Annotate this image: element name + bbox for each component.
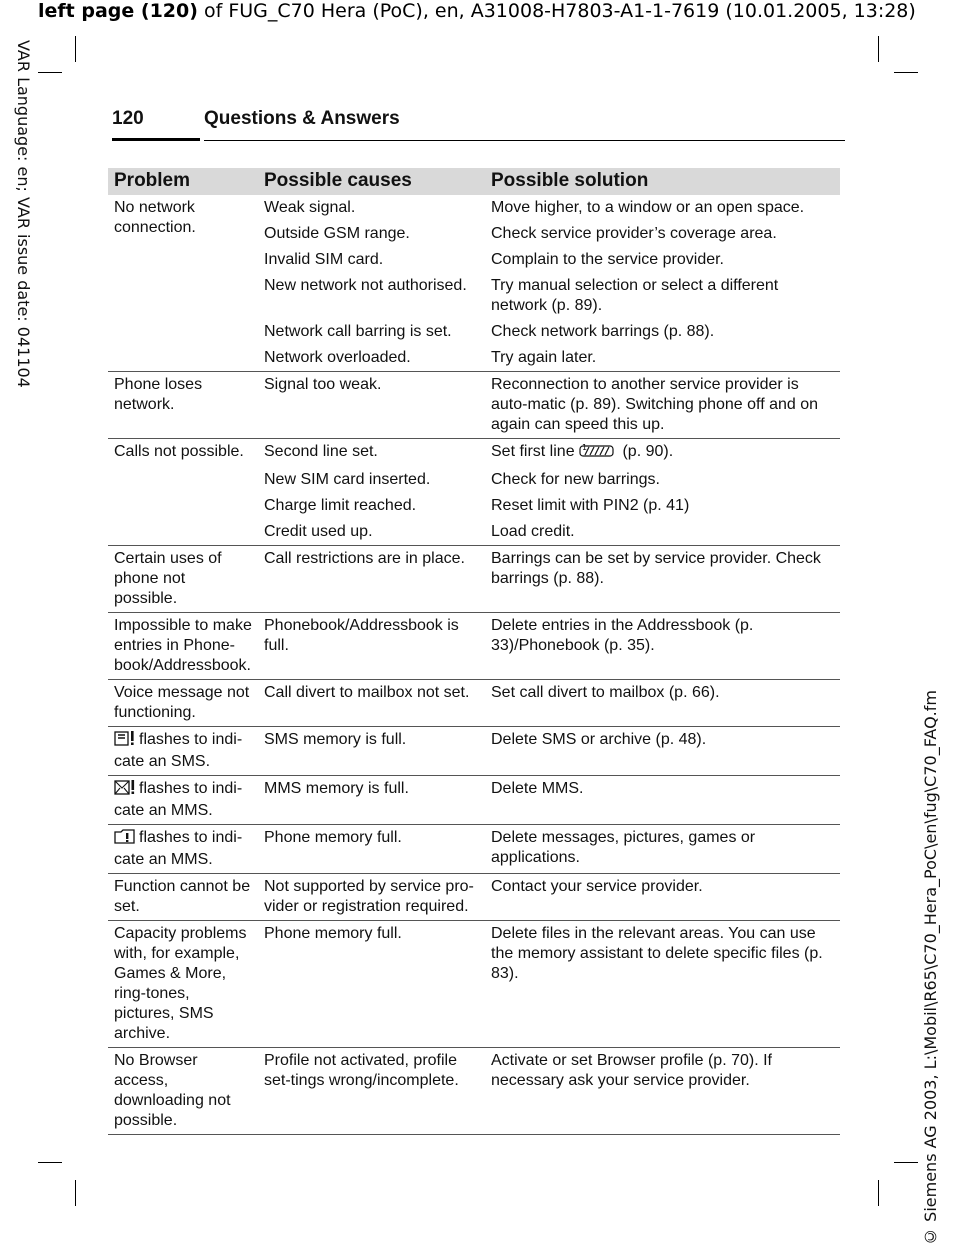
table-row (108, 921, 840, 1048)
table-row (108, 825, 840, 874)
solution-cell: Delete SMS or archive (p. 48). (485, 727, 840, 776)
solution-cell: Delete MMS. (485, 776, 840, 825)
solution-cell: Contact your service provider. (485, 874, 840, 921)
table-row (108, 727, 840, 776)
solution-cell: Delete entries in the Addressbook (p. 33)/Phonebook (p. 35). (485, 613, 840, 680)
cause-cell: New network not authorised. (264, 277, 467, 294)
phone-memory-full-icon (114, 828, 136, 850)
page-title: Questions & Answers (204, 108, 400, 129)
solution-cell: Try again later. (491, 349, 597, 366)
problem-cell: No Browser access, downloading not possible. (108, 1048, 258, 1135)
cause-cell: Credit used up. (264, 523, 373, 540)
solution-text-start: Set first line (491, 443, 580, 460)
column-header-problem: Problem (108, 168, 258, 195)
document-header-line (38, 0, 938, 22)
cause-cell: Outside GSM range. (264, 225, 410, 242)
header-rule-left (112, 138, 200, 141)
column-header-solution: Possible solution (485, 168, 840, 195)
crop-mark (894, 72, 918, 73)
mms-memory-full-icon (114, 779, 136, 801)
problem-cell: Impossible to make entries in Phone-book/Addressbook. (108, 613, 258, 680)
cause-cell: Weak signal. (264, 199, 356, 216)
table-row (108, 680, 840, 727)
solution-cell: Check service provider’s coverage area. (491, 225, 777, 242)
faq-table (108, 168, 840, 1135)
page-header (112, 104, 845, 144)
sms-memory-full-icon (114, 730, 136, 752)
problem-cell (108, 776, 258, 825)
table-header-row (108, 168, 840, 195)
solution-cell: Load credit. (491, 523, 575, 540)
crop-mark (75, 1180, 76, 1206)
crop-mark (878, 1180, 879, 1206)
solution-cell (485, 439, 840, 468)
cause-cell: Profile not activated, profile set-tings wrong/incomplete. (258, 1048, 485, 1135)
table-row (108, 439, 840, 468)
cause-cell: Network call barring is set. (264, 323, 452, 340)
solution-cell: Barrings can be set by service provider. Check barrings (p. 88). (485, 546, 840, 613)
cause-cell: Not supported by service pro-vider or registration required. (258, 874, 485, 921)
table-row (108, 776, 840, 825)
column-header-causes: Possible causes (258, 168, 485, 195)
crop-mark (894, 1162, 918, 1163)
problem-cell: Certain uses of phone not possible. (108, 546, 258, 613)
table-row (108, 613, 840, 680)
crop-mark (38, 1162, 62, 1163)
solution-cell: Check network barrings (p. 88). (491, 323, 715, 340)
solution-cell: Check for new barrings. (491, 471, 660, 488)
document-page-ref: left page (120) (38, 0, 198, 22)
table-row (108, 195, 840, 221)
cause-cell: Call divert to mailbox not set. (258, 680, 485, 727)
document-file-info: of FUG_C70 Hera (PoC), en, A31008-H7803-A1-1-7619 (10.01.2005, 13:28) (197, 0, 916, 22)
table-row (108, 874, 840, 921)
cause-cell: Network overloaded. (264, 349, 411, 366)
cause-cell: New SIM card inserted. (264, 471, 431, 488)
page-number: 120 (112, 108, 144, 129)
problem-text: flashes to indi-cate an MMS. (114, 829, 243, 868)
table-row (108, 372, 840, 439)
cause-cell: Phone memory full. (258, 921, 485, 1048)
problem-text: flashes to indi-cate an MMS. (114, 780, 243, 819)
solution-cell: Set call divert to mailbox (p. 66). (485, 680, 840, 727)
problem-cell (108, 825, 258, 874)
cause-cell: Phone memory full. (258, 825, 485, 874)
problem-cell: Voice message not functioning. (108, 680, 258, 727)
faq-table-container (108, 168, 840, 1135)
table-row (108, 1048, 840, 1135)
solution-cell: Delete messages, pictures, games or applications. (485, 825, 840, 874)
crop-mark (878, 36, 879, 62)
crop-mark (38, 72, 62, 73)
solution-cell: Reconnection to another service provider is auto-matic (p. 89). Switching phone off and on again can speed this up. (485, 372, 840, 439)
cause-cell: Phonebook/Addressbook is full. (258, 613, 485, 680)
cause-cell: Invalid SIM card. (264, 251, 384, 268)
solution-cell: Activate or set Browser profile (p. 70). If necessary ask your service provider. (485, 1048, 840, 1135)
cause-cell: Call restrictions are in place. (258, 546, 485, 613)
problem-cell: No network connection. (114, 199, 196, 236)
problem-cell: Function cannot be set. (108, 874, 258, 921)
header-rule (204, 140, 845, 141)
solution-cell: Delete files in the relevant areas. You can use the memory assistant to delete specific files (p. 83). (485, 921, 840, 1048)
problem-cell: Calls not possible. (108, 439, 258, 546)
cause-cell: Charge limit reached. (264, 497, 417, 514)
cause-cell: Signal too weak. (258, 372, 485, 439)
svg-text:1: 1 (582, 443, 588, 452)
problem-cell (108, 727, 258, 776)
line-1-icon (579, 442, 615, 464)
problem-cell: Capacity problems with, for example, Games & More, ring-tones, pictures, SMS archive. (108, 921, 258, 1048)
solution-cell: Try manual selection or select a different network (p. 89). (491, 277, 779, 314)
problem-text: flashes to indi-cate an SMS. (114, 731, 243, 770)
cause-cell: Second line set. (258, 439, 485, 468)
solution-cell: Reset limit with PIN2 (p. 41) (491, 497, 690, 514)
table-row (108, 546, 840, 613)
solution-cell: Move higher, to a window or an open space. (491, 199, 805, 216)
crop-mark (75, 36, 76, 62)
side-copyright-note: © Siemens AG 2003, L:\Mobil\R65\C70_Hera_PoC\en\fug\C70_FAQ.fm (921, 690, 940, 1246)
solution-cell: Complain to the service provider. (491, 251, 724, 268)
side-language-note: VAR Language: en; VAR issue date: 041104 (14, 40, 33, 388)
cause-cell: SMS memory is full. (258, 727, 485, 776)
problem-cell: Phone loses network. (108, 372, 258, 439)
cause-cell: MMS memory is full. (258, 776, 485, 825)
solution-text-end: (p. 90). (618, 443, 674, 460)
